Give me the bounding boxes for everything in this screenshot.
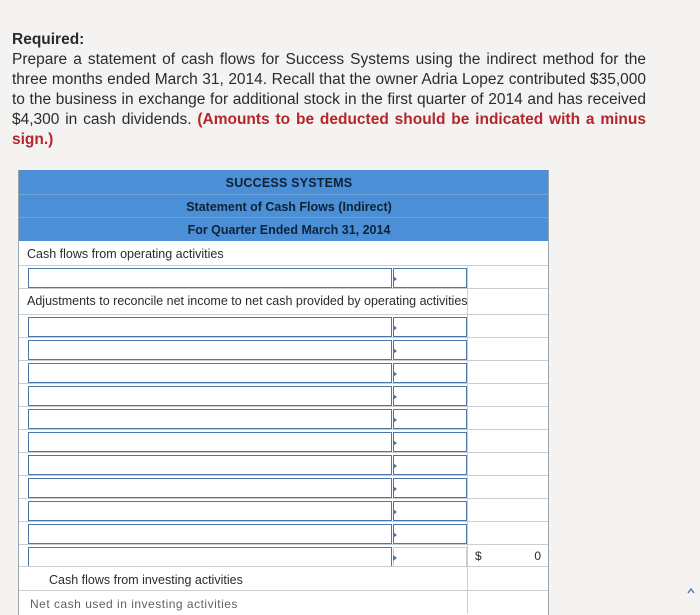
adjustment-row <box>19 498 548 522</box>
adjustment-row <box>19 406 548 430</box>
amount-input[interactable] <box>393 317 467 337</box>
amount-input[interactable] <box>393 409 467 429</box>
total-cell <box>467 522 549 545</box>
operating-total-value: 0 <box>534 549 541 563</box>
adjustment-row <box>19 360 548 384</box>
description-input[interactable] <box>28 455 392 475</box>
instructions-body: Prepare a statement of cash flows for Success Systems using the indirect method for the three months ended March 31, 2014. Recall that the owner Adria Lopez contributed $35,000 to the business in exchange for additional stock in the first quarter of 2014 and has received $4,300 in cash dividends. <box>12 51 646 128</box>
header-divider <box>19 217 548 218</box>
investing-activities-label: Cash flows from investing activities <box>49 573 243 587</box>
adjustment-row <box>19 521 548 545</box>
total-cell <box>467 567 549 591</box>
description-input[interactable] <box>28 363 392 383</box>
adjustment-row <box>19 314 548 338</box>
description-input[interactable] <box>28 386 392 406</box>
total-cell <box>467 407 549 430</box>
instructions <box>12 30 646 150</box>
total-cell <box>467 315 549 338</box>
total-cell <box>467 499 549 522</box>
amount-input[interactable] <box>393 363 467 383</box>
description-input[interactable] <box>28 409 392 429</box>
required-heading: Required: <box>12 31 85 48</box>
operating-total-row <box>19 544 548 567</box>
total-cell <box>467 430 549 453</box>
header-divider <box>19 194 548 195</box>
amount-input[interactable] <box>393 478 467 498</box>
amount-input[interactable] <box>393 501 467 521</box>
amount-input[interactable] <box>393 455 467 475</box>
description-input[interactable] <box>28 268 392 288</box>
statement-header <box>19 170 548 241</box>
cash-flow-statement <box>18 170 549 615</box>
adjustment-row <box>19 337 548 361</box>
adjustments-label: Adjustments to reconcile net income to net cash provided by operating activities <box>27 294 468 308</box>
description-input[interactable] <box>28 317 392 337</box>
amount-cell <box>393 547 467 567</box>
total-cell <box>467 476 549 499</box>
description-input[interactable] <box>28 478 392 498</box>
currency-symbol: $ <box>475 549 482 563</box>
instructions-emphasis: (Amounts to be deducted should be indicated with a minus sign.) <box>12 111 646 148</box>
total-cell <box>467 545 549 567</box>
total-cell <box>467 453 549 476</box>
amount-input[interactable] <box>393 340 467 360</box>
description-input[interactable] <box>28 432 392 452</box>
statement-title: Statement of Cash Flows (Indirect) <box>186 200 392 214</box>
amount-input[interactable] <box>393 386 467 406</box>
investing-cut-line: Net cash used in investing activities <box>30 597 238 611</box>
description-input[interactable] <box>28 524 392 544</box>
adjustment-row <box>19 383 548 407</box>
amount-input[interactable] <box>393 432 467 452</box>
total-cell <box>467 338 549 361</box>
adjustment-row <box>19 475 548 499</box>
statement-period: For Quarter Ended March 31, 2014 <box>187 223 391 237</box>
total-cell <box>467 266 549 289</box>
amount-input[interactable] <box>393 524 467 544</box>
adjustment-row <box>19 429 548 453</box>
description-input[interactable] <box>28 501 392 521</box>
operating-activities-label: Cash flows from operating activities <box>27 247 224 261</box>
total-cell <box>467 384 549 407</box>
caret-up-icon <box>686 586 696 596</box>
company-name: SUCCESS SYSTEMS <box>225 176 353 190</box>
adjustment-row <box>19 452 548 476</box>
total-cell <box>467 361 549 384</box>
amount-input[interactable] <box>393 268 467 288</box>
total-cell <box>467 591 549 614</box>
description-input[interactable] <box>28 547 392 567</box>
description-input[interactable] <box>28 340 392 360</box>
total-cell <box>467 289 549 315</box>
net-income-row <box>19 265 548 289</box>
